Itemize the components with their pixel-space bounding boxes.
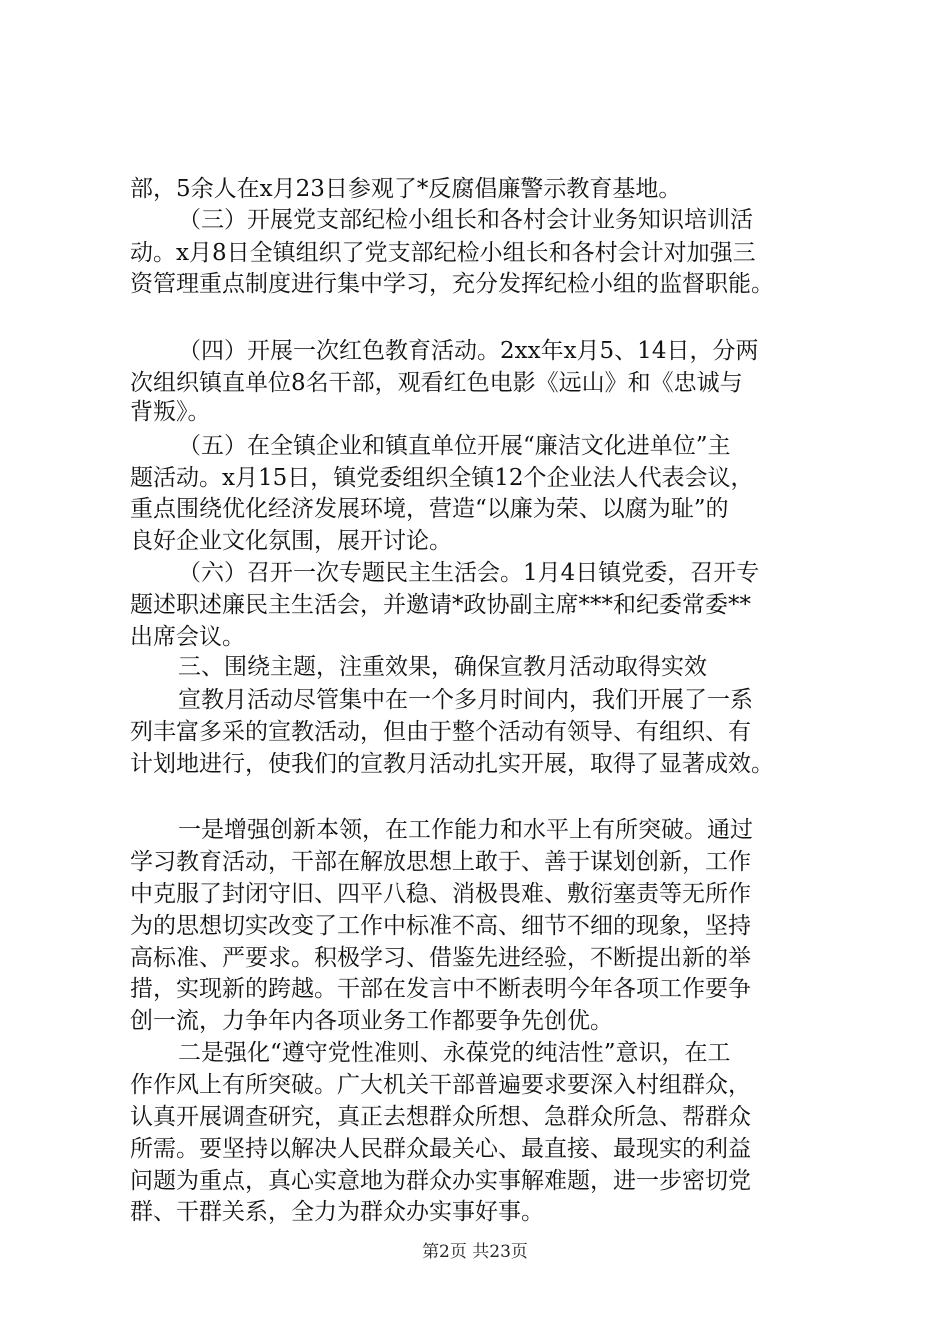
text-line: （四）开展一次红色教育活动。2xx年x月5、14日，分两: [178, 338, 759, 364]
text-line: 高标准、严要求。积极学习、借鉴先进经验，不断提出新的举: [130, 945, 751, 971]
text-line: 措，实现新的跨越。干部在发言中不断表明今年各项工作要争: [130, 976, 751, 1002]
text-line: （五）在全镇企业和镇直单位开展“廉洁文化进单位”主: [178, 433, 731, 459]
text-line: （六）召开一次专题民主生活会。1月4日镇党委，召开专: [178, 560, 760, 586]
text-line: 二是强化“遵守党性准则、永葆党的纯洁性”意识，在工: [178, 1040, 731, 1066]
text-line: 出席会议。: [130, 624, 245, 650]
text-line: 背叛》。: [130, 399, 211, 425]
text-line: 动。x月8日全镇组织了党支部纪检小组长和各村会计对加强三: [130, 240, 756, 266]
text-line: 题活动。x月15日，镇党委组织全镇12个企业法人代表会议，: [130, 465, 754, 491]
text-line: 学习教育活动，干部在解放思想上敢于、善于谋划创新，工作: [130, 849, 751, 875]
text-line: 所需。要坚持以解决人民群众最关心、最直接、最现实的利益: [130, 1136, 751, 1162]
text-line: 作作风上有所突破。广大机关干部普遍要求要深入村组群众，: [130, 1072, 751, 1098]
text-line: 题述职述廉民主生活会，并邀请*政协副主席***和纪委常委**: [130, 592, 751, 618]
text-line: 次组织镇直单位8名干部，观看红色电影《远山》和《忠诚与: [130, 370, 743, 396]
text-line: 一是增强创新本领，在工作能力和水平上有所突破。通过: [178, 817, 753, 843]
text-line: 认真开展调查研究，真正去想群众所想、急群众所急、帮群众: [130, 1104, 751, 1130]
text-line: 良好企业文化氛围，展开讨论。: [130, 528, 452, 554]
text-line: 创一流，力争年内各项业务工作都要争先创优。: [130, 1008, 613, 1034]
section-heading: 三、围绕主题，注重效果，确保宣教月活动取得实效: [178, 654, 707, 680]
page-number-footer: 第2页 共23页: [422, 1242, 528, 1262]
text-line: 重点围绕优化经济发展环境，营造“以廉为荣、以腐为耻”的: [130, 496, 729, 522]
text-line: 问题为重点，真心实意地为群众办实事解难题，进一步密切党: [130, 1168, 751, 1194]
text-line: （三）开展党支部纪检小组长和各村会计业务知识培训活: [178, 207, 753, 233]
text-line: 为的思想切实改变了工作中标准不高、细节不细的现象，坚持: [130, 913, 751, 939]
text-line: 中克服了封闭守旧、四平八稳、消极畏难、敷衍塞责等无所作: [130, 881, 751, 907]
text-line: 群、干群关系，全力为群众办实事好事。: [130, 1199, 544, 1225]
text-line: 部，5余人在x月23日参观了*反腐倡廉警示教育基地。: [130, 176, 682, 202]
text-line: 计划地进行，使我们的宣教月活动扎实开展，取得了显著成效。: [130, 751, 774, 777]
text-line: 宣教月活动尽管集中在一个多月时间内，我们开展了一系: [178, 687, 753, 713]
text-line: 列丰富多采的宣教活动，但由于整个活动有领导、有组织、有: [130, 719, 751, 745]
text-line: 资管理重点制度进行集中学习，充分发挥纪检小组的监督职能。: [130, 271, 774, 297]
